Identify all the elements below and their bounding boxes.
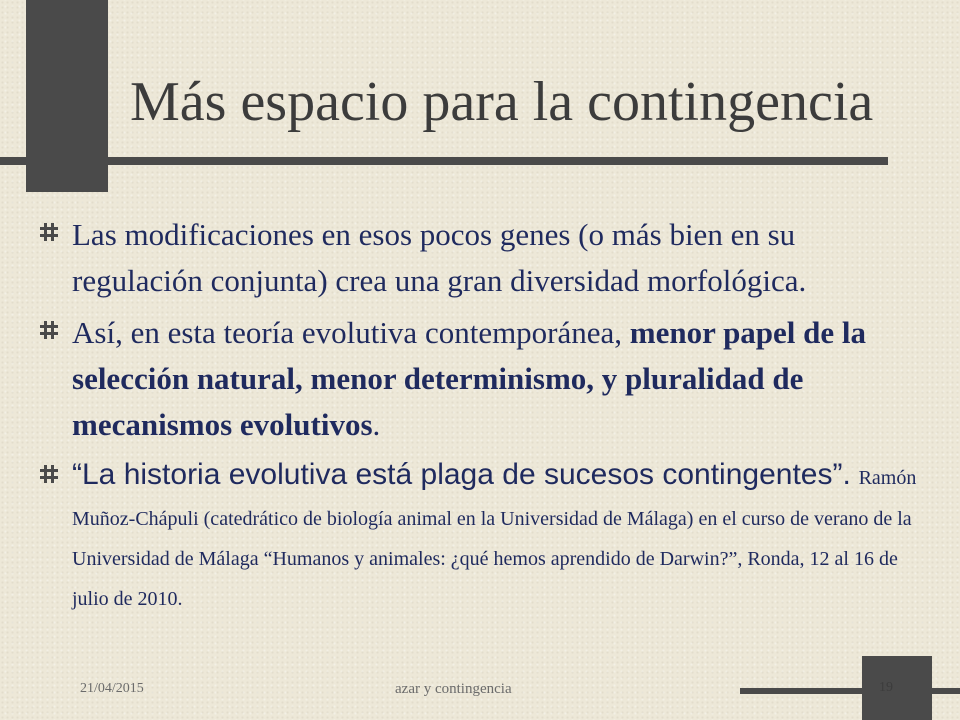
quote-source: Ramón Muñoz-Chápuli (catedrático de biología animal en la Universidad de Málaga) en el curso de verano de la Universidad de Málaga “Humanos y animales: ¿qué hemos aprendido de Darwin?”, Ronda, 12 al 16 de julio de 2010. <box>72 467 917 610</box>
hash-bullet-icon <box>40 222 58 242</box>
quote-text: “La historia evolutiva está plaga de sucesos contingentes”. <box>72 458 851 491</box>
footer-date: 21/04/2015 <box>80 681 144 696</box>
bullet-item <box>40 310 920 448</box>
bullet-text: Así, en esta teoría evolutiva contemporánea, <box>72 315 630 350</box>
bullet-emphasis: menor papel de la selección natural, menor determinismo, y pluralidad de mecanismos evolutivos <box>72 315 867 442</box>
page-number-box <box>862 656 932 720</box>
bullet-item <box>40 454 920 615</box>
page-number: 19 <box>879 680 893 695</box>
hash-bullet-icon <box>40 464 58 484</box>
hash-bullet-icon <box>40 320 58 340</box>
footer-title: azar y contingencia <box>395 681 512 697</box>
title-underline-rule <box>0 157 888 165</box>
bullet-text-end: . <box>372 407 381 442</box>
slide-title: Más espacio para la contingencia <box>130 71 874 133</box>
bullet-list <box>40 212 920 621</box>
bullet-item <box>40 212 920 304</box>
bullet-text: Las modificaciones en esos pocos genes (o más bien en su regulación conjunta) crea una gran diversidad morfológica. <box>72 217 807 298</box>
